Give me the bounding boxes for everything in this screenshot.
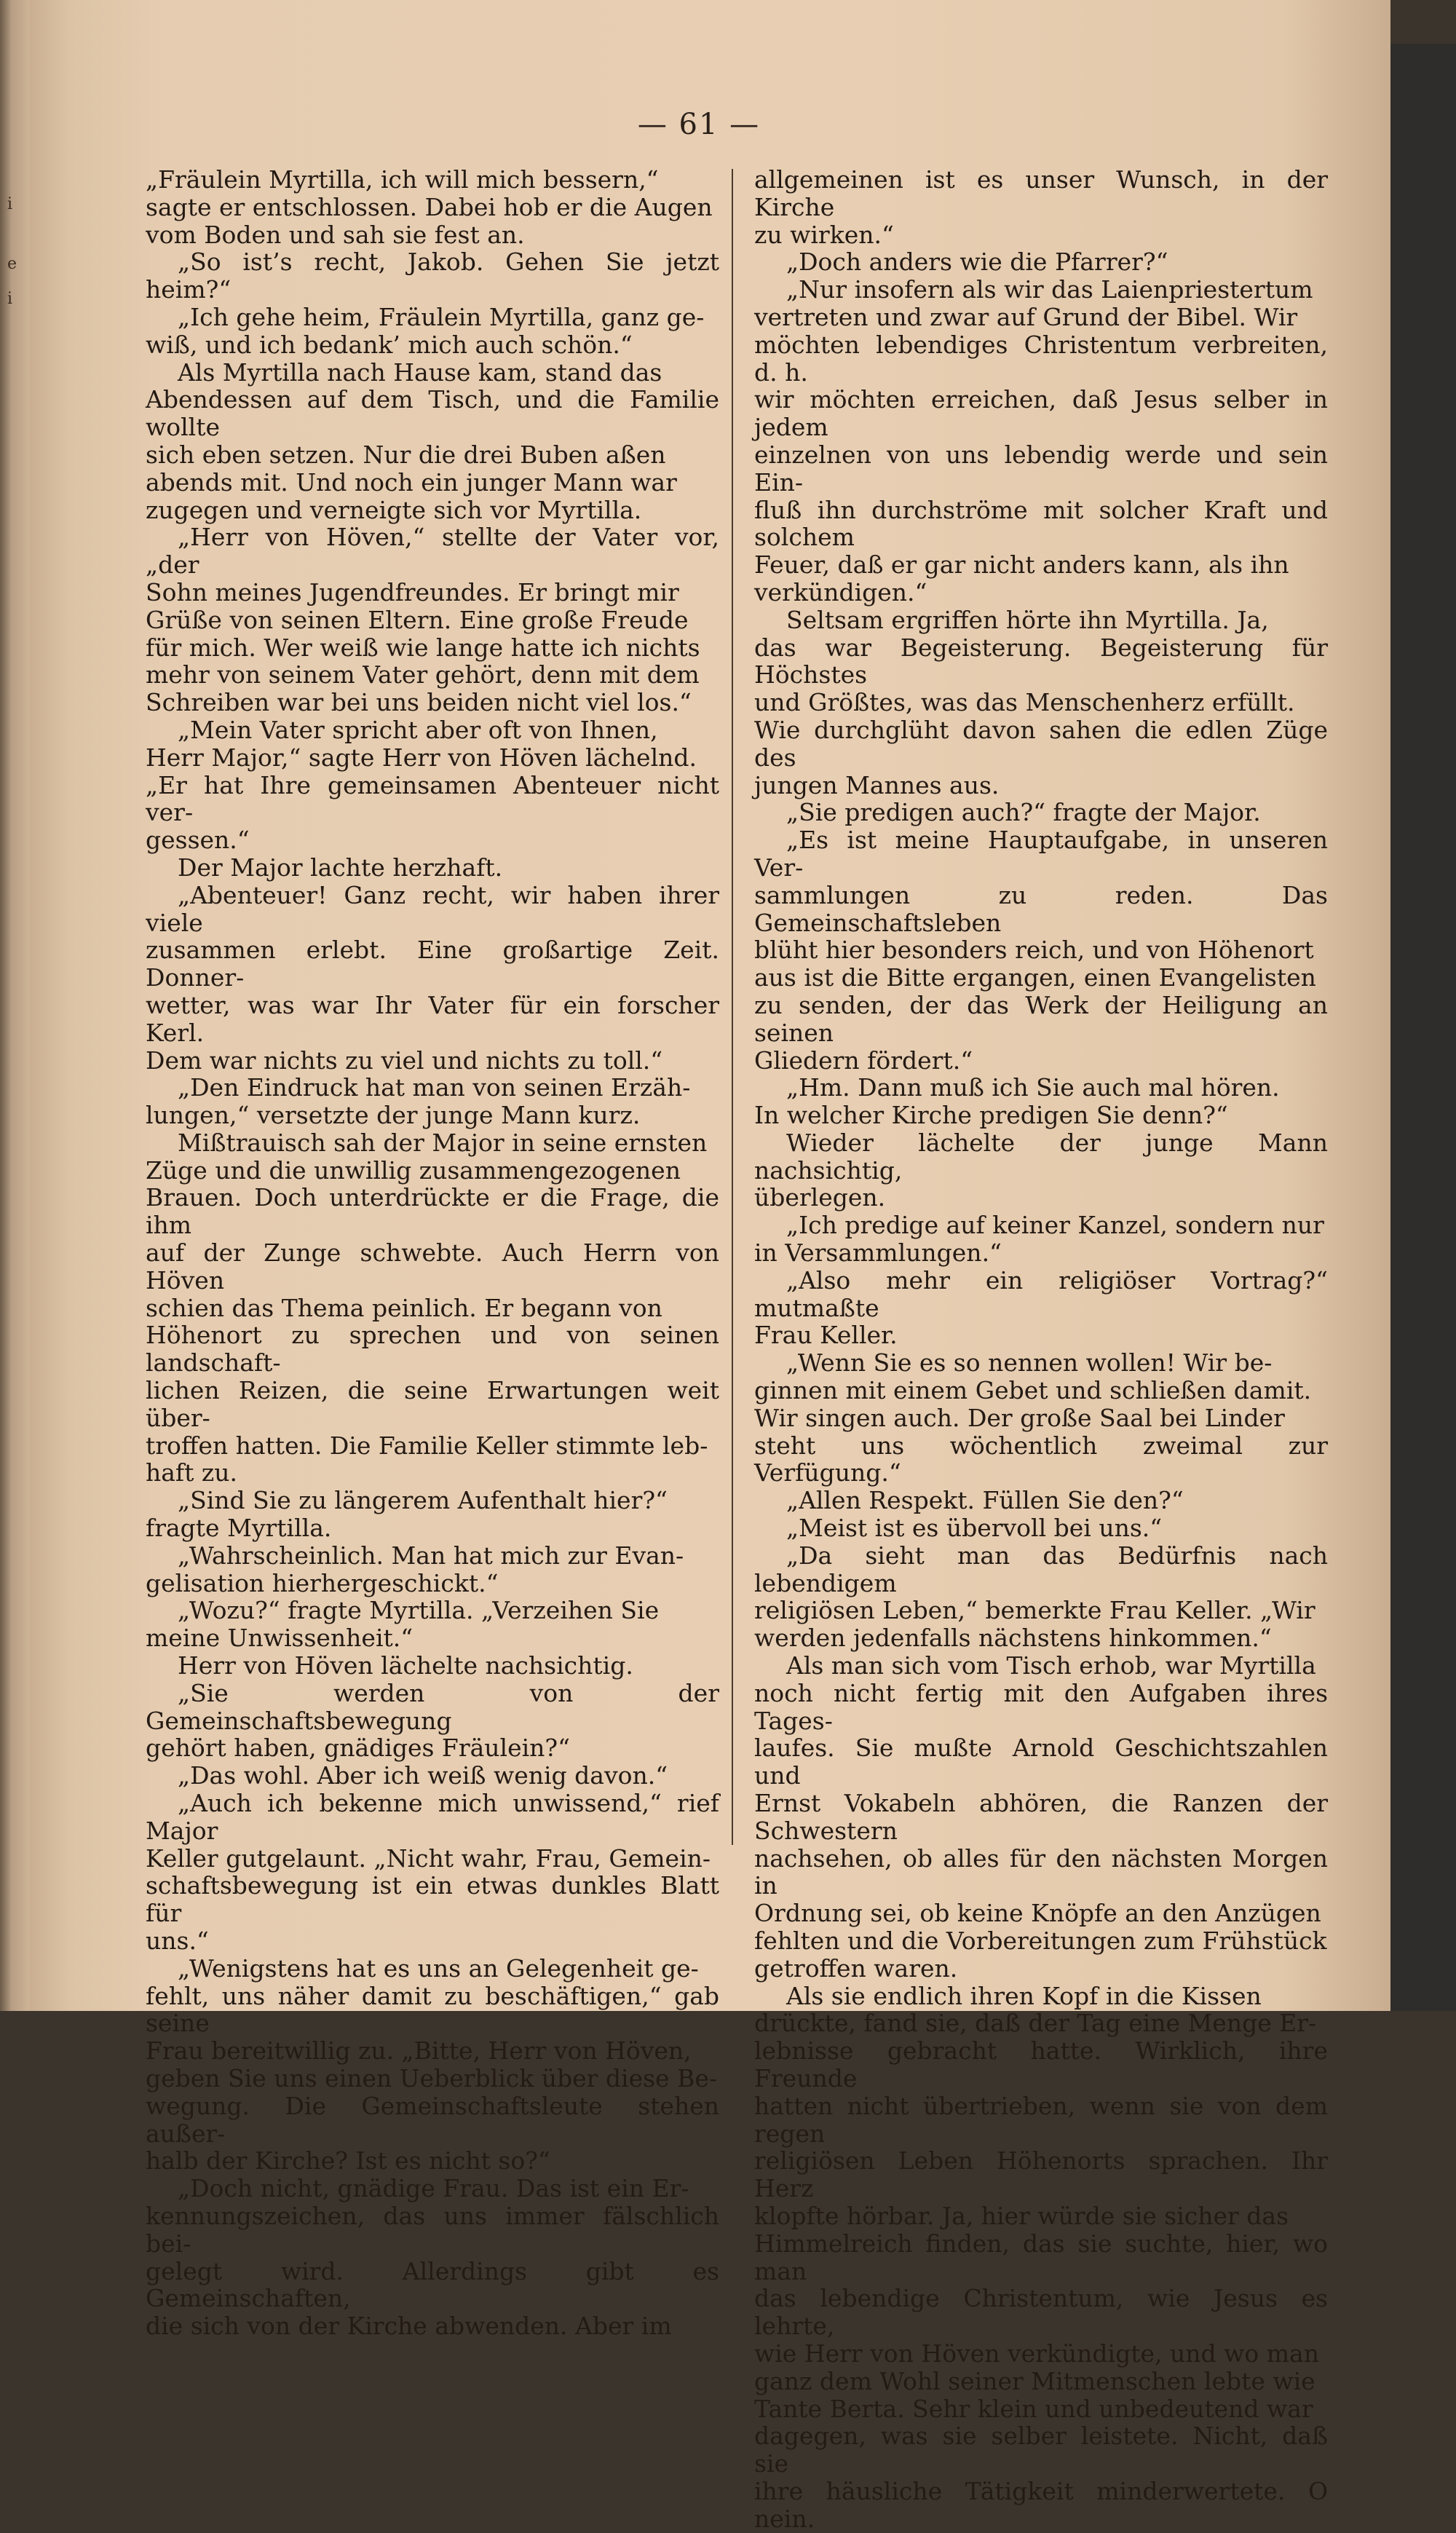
paragraph: Wieder lächelte der junge Mann nachsichtig, überlegen. — [754, 1128, 1328, 1212]
book-cover-board — [1390, 44, 1456, 2011]
paragraph: „Wahrscheinlich. Man hat mich zur Evan- gelisation hierhergeschickt.“ — [146, 1541, 684, 1597]
paragraph: „Fräulein Myrtilla, ich will mich bessern,“ sagte er entschlossen. Dabei hob er die Augen vom Boden und sah sie fest an. — [146, 165, 713, 249]
book-page — [29, 0, 1390, 2533]
paragraph: Seltsam ergriffen hörte ihn Myrtilla. Ja, das war Begeisterung. Begeisterung für Höchstes und Größtes, was das Menschenherz erfüllt. Wie durchglüht davon sahen die edlen Züge des jungen Mannes aus. — [754, 605, 1328, 799]
paragraph: „Ich gehe heim, Fräulein Myrtilla, ganz ge- wiß, und ich bedank’ mich auch schön.“ — [146, 302, 705, 359]
paragraph: „Allen Respekt. Füllen Sie den?“ — [786, 1486, 1184, 1515]
column-divider — [732, 169, 733, 1845]
paragraph: Der Major lachte herzhaft. — [178, 853, 503, 882]
paragraph: „Das wohl. Aber ich weiß wenig davon.“ — [178, 1761, 668, 1790]
paragraph: „Wenigstens hat es uns an Gelegenheit ge- fehlt, uns näher damit zu beschäftigen,“ gab seine Frau bereitwillig zu. „Bitte, Herr von Höven, geben Sie uns einen Ueberblick über diese Be- wegung. Die Gemeinschaftsleute stehen außer- halb der Kirche? Ist es nicht so?“ — [146, 1953, 719, 2176]
paragraph: „So ist’s recht, Jakob. Gehen Sie jetzt heim?“ — [146, 248, 719, 304]
paragraph: allgemeinen ist es unser Wunsch, in der Kirche zu wirken.“ — [754, 165, 1328, 249]
adjacent-page-fragment: i — [7, 290, 13, 308]
adjacent-page-edge — [0, 0, 29, 2011]
paragraph: „Den Eindruck hat man von seinen Erzäh- lungen,“ versetzte der junge Mann kurz. — [146, 1073, 691, 1130]
paragraph: „Hm. Dann muß ich Sie auch mal hören. In welcher Kirche predigen Sie denn?“ — [754, 1073, 1280, 1130]
page-number: — 61 — — [637, 108, 761, 141]
paragraph: „Sind Sie zu längerem Aufenthalt hier?“ fragte Myrtilla. — [146, 1486, 668, 1543]
paragraph: „Sie predigen auch?“ fragte der Major. — [786, 798, 1261, 827]
left-text-column — [146, 166, 719, 2340]
paragraph: „Sie werden von der Gemeinschaftsbewegung gehört haben, gnädiges Fräulein?“ — [146, 1678, 719, 1763]
paragraph: „Ich predige auf keiner Kanzel, sondern nur in Versammlungen.“ — [754, 1211, 1324, 1268]
paragraph: „Also mehr ein religiöser Vortrag?“ mutmaßte Frau Keller. — [754, 1265, 1328, 1350]
adjacent-page-fragment: i — [7, 195, 13, 213]
paragraph: Als sie endlich ihren Kopf in die Kissen drückte, fand sie, daß der Tag eine Menge Er- lebnisse gebracht hatte. Wirklich, ihre Freunde hatten nicht übertrieben, wenn sie von dem regen religiösen Leben Höhenorts sprachen. Ihr Herz klopfte hörbar. Ja, hier würde sie sicher das Himmelreich finden, das sie suchte, hier, wo man das lebendige Christentum, wie Jesus es lehrte, wie Herr von Höven verkündigte, und wo man ganz dem Wohl seiner Mitmenschen lebte wie Tante Berta. Sehr klein und unbedeutend war dagegen, was sie selber leistete. Nicht, daß sie ihre häusliche Tätigkeit minderwertete. O nein. — [754, 1981, 1328, 2533]
adjacent-page-fragment: e — [7, 255, 17, 273]
paragraph: Als man sich vom Tisch erhob, war Myrtilla noch nicht fertig mit den Aufgaben ihres Tages- laufes. Sie mußte Arnold Geschichtszahlen und Ernst Vokabeln abhören, die Ranzen der Schwestern nachsehen, ob alles für den nächsten Morgen in Ordnung sei, ob keine Knöpfe an den Anzügen fehlten und die Vorbereitungen zum Frühstück getroffen waren. — [754, 1651, 1328, 1983]
paragraph: „Herr von Höven,“ stellte der Vater vor, „der Sohn meines Jugendfreundes. Er bringt mir Grüße von seinen Eltern. Eine große Freude für mich. Wer weiß wie lange hatte ich nichts mehr von seinem Vater gehört, denn mit dem Schreiben war bei uns beiden nicht viel los.“ — [146, 523, 719, 717]
paragraph: „Da sieht man das Bedürfnis nach lebendigem religiösen Leben,“ bemerkte Frau Keller. „Wir werden jedenfalls nächstens hinkommen.“ — [754, 1541, 1328, 1653]
paragraph: „Wenn Sie es so nennen wollen! Wir be- ginnen mit einem Gebet und schließen damit. Wir singen auch. Der große Saal bei Linder steht uns wöchentlich zweimal zur Verfügung.“ — [754, 1348, 1328, 1487]
paragraph: Mißtrauisch sah der Major in seine ernsten Züge und die unwillig zusammengezogenen Brauen. Doch unterdrückte er die Frage, die ihm auf der Zunge schwebte. Auch Herrn von Höven schien das Thema peinlich. Er begann von Höhenort zu sprechen und von seinen landschaft- lichen Reizen, die seine Erwartungen weit über- troffen hatten. Die Familie Keller stimmte leb- haft zu. — [146, 1128, 719, 1487]
paragraph: Herr von Höven lächelte nachsichtig. — [178, 1651, 633, 1680]
paragraph: „Doch anders wie die Pfarrer?“ — [786, 248, 1168, 277]
paragraph: „Mein Vater spricht aber oft von Ihnen, Herr Major,“ sagte Herr von Höven lächelnd. „Er hat Ihre gemeinsamen Abenteuer nicht ver- gessen.“ — [146, 715, 719, 855]
paragraph: „Doch nicht, gnädige Frau. Das ist ein Er- kennungszeichen, das uns immer fälschlich bei- gelegt wird. Allerdings gibt es Gemeinschaften, die sich von der Kirche abwenden. Aber im — [146, 2174, 719, 2341]
paragraph: „Meist ist es übervoll bei uns.“ — [786, 1514, 1163, 1543]
paragraph: „Es ist meine Hauptaufgabe, in unseren Ver- sammlungen zu reden. Das Gemeinschaftsleben blüht hier besonders reich, und von Höhenort aus ist die Bitte ergangen, einen Evangelisten zu senden, der das Werk der Heiligung an seinen Gliedern fördert.“ — [754, 826, 1328, 1075]
paragraph: „Wozu?“ fragte Myrtilla. „Verzeihen Sie meine Unwissenheit.“ — [146, 1596, 660, 1653]
right-text-column — [754, 166, 1328, 2533]
paragraph: „Auch ich bekenne mich unwissend,“ rief Major Keller gutgelaunt. „Nicht wahr, Frau, Gemein- schaftsbewegung ist ein etwas dunkles Blatt für uns.“ — [146, 1789, 719, 1955]
paragraph: Als Myrtilla nach Hause kam, stand das Abendessen auf dem Tisch, und die Familie wollte sich eben setzen. Nur die drei Buben aßen abends mit. Und noch ein junger Mann war zugegen und verneigte sich vor Myrtilla. — [146, 357, 719, 524]
paragraph: „Nur insofern als wir das Laienpriestertum vertreten und zwar auf Grund der Bibel. Wir möchten lebendiges Christentum verbreiten, d. h. wir möchten erreichen, daß Jesus selber in jedem einzelnen von uns lebendig werde und sein Ein- fluß ihn durchströme mit solcher Kraft und solchem Feuer, daß er gar nicht anders kann, als ihn verkündigen.“ — [754, 275, 1328, 606]
paragraph: „Abenteuer! Ganz recht, wir haben ihrer viele zusammen erlebt. Eine großartige Zeit. Donner- wetter, was war Ihr Vater für ein forscher Kerl. Dem war nichts zu viel und nichts zu toll.“ — [146, 880, 719, 1075]
